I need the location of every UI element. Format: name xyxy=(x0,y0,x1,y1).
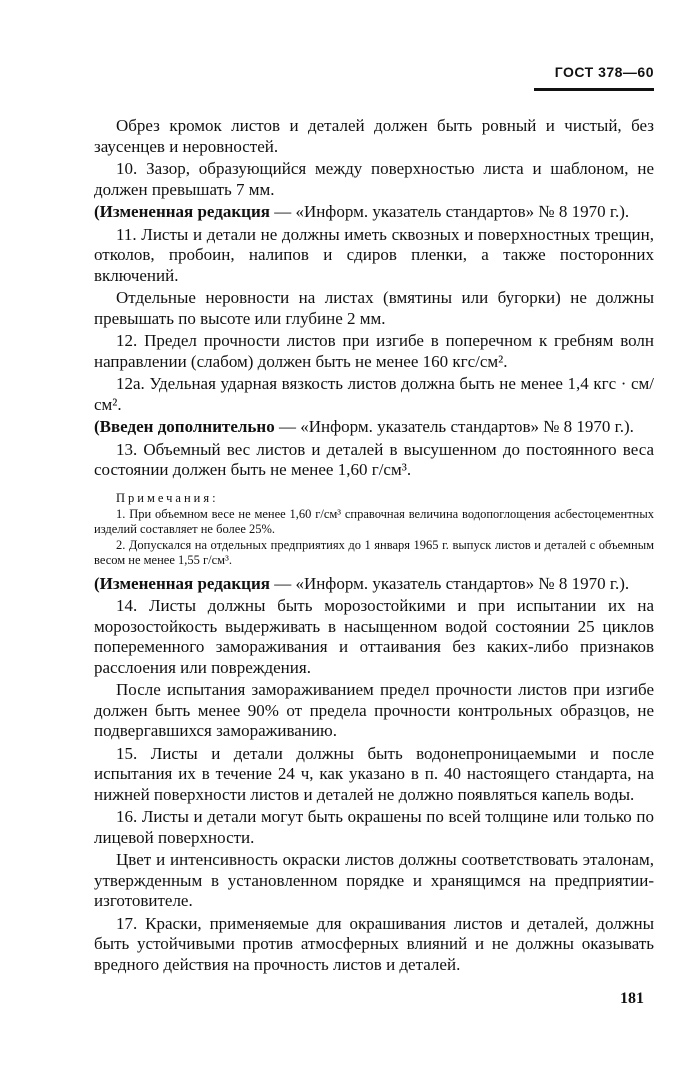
revision-label: (Измененная редакция xyxy=(94,573,270,593)
clause-12a: 12а. Удельная ударная вязкость листов должна быть не менее 1,4 кгс · см/см². xyxy=(94,374,654,414)
clause-12: 12. Предел прочности листов при изгибе в поперечном к гребням волн направлении (слабом) должен быть не менее 160 кгс/см². xyxy=(94,331,654,371)
revision-note-3 xyxy=(94,574,654,595)
note-2: 2. Допускался на отдельных предприятиях до 1 января 1965 г. выпуск листов и деталей с объемным весом не менее 1,55 г/см³. xyxy=(94,537,654,567)
clause-17: 17. Краски, применяемые для окрашивания листов и деталей, должны быть устойчивыми против атмосферных влияний и не должны оказывать вредного действия на прочность листов и деталей. xyxy=(94,913,654,974)
note-1: 1. При объемном весе не менее 1,60 г/см³ справочная величина водопоглощения асбестоцементных изделий составляет не более 25%. xyxy=(94,506,654,536)
clause-15: 15. Листы и детали должны быть водонепроницаемыми и после испытания их в течение 24 ч, как указано в п. 40 настоящего стандарта, на нижней поверхности листов и деталей не должно появляться капель воды. xyxy=(94,743,654,804)
clause-13: 13. Объемный вес листов и деталей в высушенном до постоянного веса состоянии должен быть не менее 1,60 г/см³. xyxy=(94,439,654,479)
revision-source: — «Информ. указатель стандартов» № 8 1970 г.). xyxy=(269,573,630,593)
paragraph-edge-finish: Обрез кромок листов и деталей должен быть ровный и чистый, без заусенцев и неровностей. xyxy=(94,116,654,156)
revision-note-1 xyxy=(94,202,654,223)
clause-16: 16. Листы и детали могут быть окрашены по всей толщине или только по лицевой поверхности. xyxy=(94,807,654,847)
page-number: 181 xyxy=(620,990,644,1007)
clause-11: 11. Листы и детали не должны иметь сквозных и поверхностных трещин, отколов, пробоин, налипов и сдиров пленки, а также посторонних включений. xyxy=(94,224,654,285)
clause-14: 14. Листы должны быть морозостойкими и при испытании их на морозостойкость выдерживать в насыщенном водой состоянии 25 циклов попеременного замораживания и оттаивания без каких-либо признаков расслоения или повреждения. xyxy=(94,596,654,677)
notes-heading: Примечания: xyxy=(116,490,219,505)
revision-source: — «Информ. указатель стандартов» № 8 1970 г.). xyxy=(274,417,634,436)
header-rule xyxy=(534,88,654,91)
paragraph-irregularities: Отдельные неровности на листах (вмятины или бугорки) не должны превышать по высоте или глубине 2 мм. xyxy=(94,288,654,328)
paragraph-freeze-test: После испытания замораживанием предел прочности листов при изгибе должен быть менее 90% от предела прочности контрольных образцов, не подвергавшихся замораживанию. xyxy=(94,680,654,740)
paragraph-color: Цвет и интенсивность окраски листов должны соответствовать эталонам, утвержденным в установленном порядке и хранящимся на предприятии-изготовителе. xyxy=(94,850,654,910)
revision-label: (Введен дополнительно xyxy=(94,417,275,436)
revision-source: — «Информ. указатель стандартов» № 8 1970 г.). xyxy=(269,202,630,221)
page-header xyxy=(534,64,654,92)
clause-10: 10. Зазор, образующийся между поверхностью листа и шаблоном, не должен превышать 7 мм. xyxy=(94,159,654,199)
standard-code: ГОСТ 378—60 xyxy=(554,64,654,80)
revision-note-2 xyxy=(94,417,654,438)
document-body xyxy=(94,116,654,977)
revision-label: (Измененная редакция xyxy=(94,202,270,221)
